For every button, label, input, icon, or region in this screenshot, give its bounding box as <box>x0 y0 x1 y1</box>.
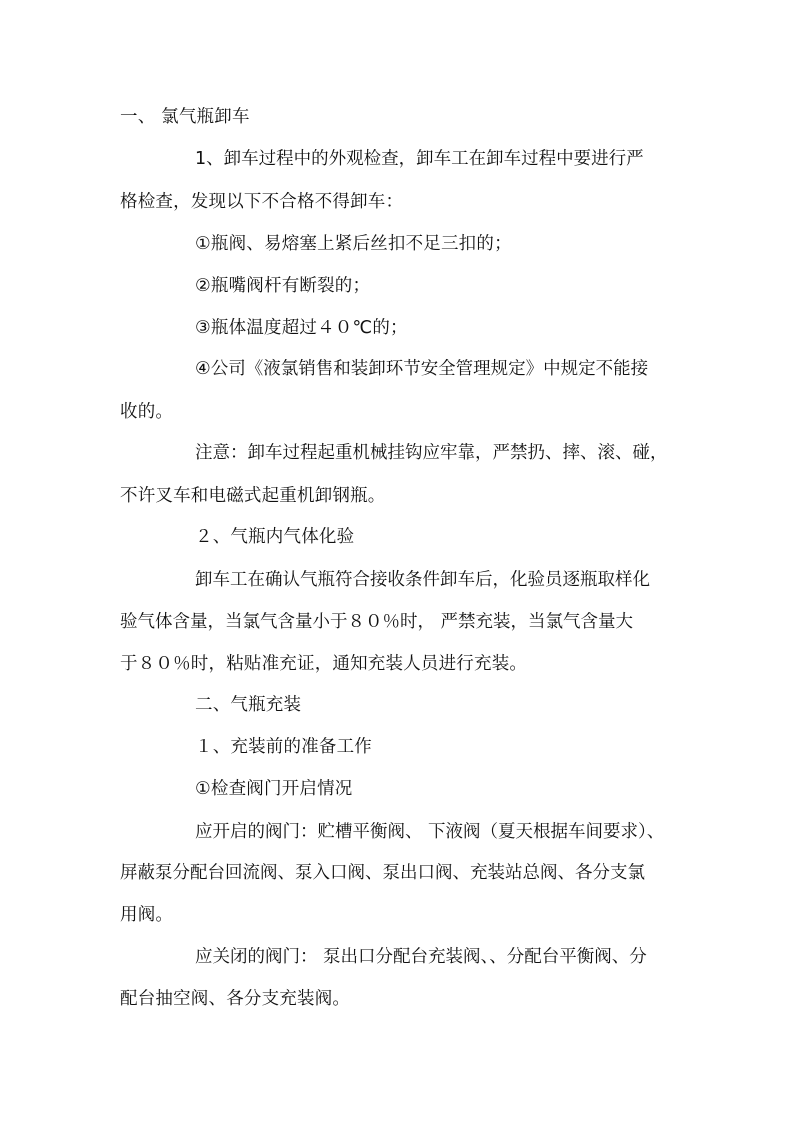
paragraph-line: 格检查，发现以下不合格不得卸车： <box>120 192 404 212</box>
list-item: ④公司《液氯销售和装卸环节安全管理规定》中规定不能接 <box>195 359 649 379</box>
paragraph-line: 1、卸车过程中的外观检查，卸车工在卸车过程中要进行严 <box>195 149 644 169</box>
list-item: ①瓶阀、易熔塞上紧后丝扣不足三扣的； <box>195 234 512 254</box>
paragraph-line: 验气体含量，当氯气含量小于８０％时， 严禁充装，当氯气含量大 <box>120 612 634 632</box>
paragraph-line: 应开启的阀门：贮槽平衡阀、 下液阀（夏天根据车间要求）、 <box>195 822 665 842</box>
list-item: ②瓶嘴阀杆有断裂的； <box>195 276 371 296</box>
subsection-heading: ２、气瓶内气体化验 <box>195 527 355 547</box>
list-item: ③瓶体温度超过４０℃的； <box>195 318 408 338</box>
list-item: ①检查阀门开启情况 <box>195 779 353 799</box>
paragraph-line: 配台抽空阀、各分支充装阀。 <box>120 989 351 1009</box>
paragraph-line: 于８０％时，粘贴准充证，通知充装人员进行充装。 <box>120 654 528 674</box>
note-line: 不许叉车和电磁式起重机卸钢瓶。 <box>120 486 386 506</box>
paragraph-line: 用阀。 <box>120 905 174 925</box>
paragraph-line: 卸车工在确认气瓶符合接收条件卸车后，化验员逐瓶取样化 <box>195 570 650 590</box>
section-heading: 二、气瓶充装 <box>195 695 302 715</box>
paragraph-line: 屏蔽泵分配台回流阀、泵入口阀、泵出口阀、充装站总阀、各分支氯 <box>120 863 645 883</box>
paragraph-line: 收的。 <box>120 402 174 422</box>
subsection-heading: １、充装前的准备工作 <box>195 737 372 757</box>
section-heading: 一、 氯气瓶卸车 <box>120 107 250 127</box>
paragraph-line: 应关闭的阀门： 泵出口分配台充装阀、、分配台平衡阀、分 <box>195 947 647 967</box>
note-line: 注意：卸车过程起重机械挂钩应牢靠，严禁扔、摔、滚、碰， <box>195 443 668 463</box>
